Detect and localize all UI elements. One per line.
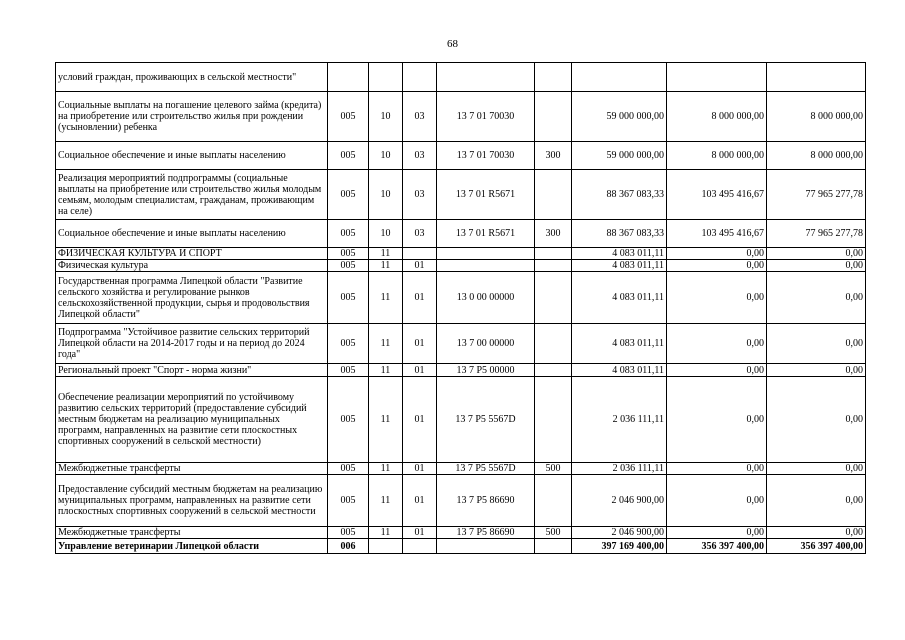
cell-sum-2022: 59 000 000,00: [572, 142, 667, 170]
cell-rz: 11: [369, 260, 403, 272]
table-row: [56, 324, 866, 364]
cell-csr: 13 7 01 R5671: [437, 170, 535, 220]
budget-table: [55, 62, 866, 554]
cell-rz: [369, 539, 403, 554]
cell-vr: [535, 63, 572, 92]
cell-sum-2024: 0,00: [767, 377, 866, 463]
cell-sum-2023: 8 000 000,00: [667, 92, 767, 142]
cell-pr: 03: [403, 92, 437, 142]
cell-ved: 005: [328, 92, 369, 142]
table-row: [56, 364, 866, 377]
cell-pr: 03: [403, 142, 437, 170]
cell-csr: 13 7 01 70030: [437, 142, 535, 170]
cell-pr: 01: [403, 324, 437, 364]
cell-vr: [535, 92, 572, 142]
cell-ved: 005: [328, 527, 369, 539]
cell-sum-2023: 0,00: [667, 475, 767, 527]
cell-pr: 01: [403, 260, 437, 272]
row-name: условий граждан, проживающих в сельской местности": [56, 63, 328, 92]
cell-sum-2023: 0,00: [667, 248, 767, 260]
table-row: [56, 377, 866, 463]
cell-sum-2022: 4 083 011,11: [572, 272, 667, 324]
row-name: Управление ветеринарии Липецкой области: [56, 539, 328, 554]
row-name: Подпрограмма "Устойчивое развитие сельских территорий Липецкой области на 2014-2017 годы и на период до 2024 года": [56, 324, 328, 364]
cell-sum-2022: 4 083 011,11: [572, 364, 667, 377]
cell-sum-2024: 77 965 277,78: [767, 220, 866, 248]
cell-pr: [403, 539, 437, 554]
cell-ved: 005: [328, 260, 369, 272]
cell-rz: 10: [369, 220, 403, 248]
cell-sum-2022: 88 367 083,33: [572, 170, 667, 220]
cell-sum-2023: 0,00: [667, 463, 767, 475]
cell-vr: [535, 260, 572, 272]
cell-csr: 13 7 P5 86690: [437, 475, 535, 527]
table-body: [56, 63, 866, 554]
cell-vr: 300: [535, 220, 572, 248]
cell-rz: 10: [369, 170, 403, 220]
cell-rz: 10: [369, 92, 403, 142]
row-name: Социальное обеспечение и иные выплаты населению: [56, 220, 328, 248]
cell-csr: 13 7 P5 00000: [437, 364, 535, 377]
cell-rz: 11: [369, 272, 403, 324]
cell-sum-2024: 0,00: [767, 248, 866, 260]
cell-sum-2024: 0,00: [767, 324, 866, 364]
cell-pr: 01: [403, 463, 437, 475]
cell-rz: 11: [369, 463, 403, 475]
cell-pr: 03: [403, 220, 437, 248]
cell-vr: 300: [535, 142, 572, 170]
cell-sum-2022: 4 083 011,11: [572, 260, 667, 272]
cell-sum-2024: 77 965 277,78: [767, 170, 866, 220]
cell-sum-2023: 8 000 000,00: [667, 142, 767, 170]
cell-csr: 13 7 P5 86690: [437, 527, 535, 539]
row-name: Предоставление субсидий местным бюджетам на реализацию муниципальных программ, направленных на развитие сети плоскостных спортивных сооружений в сельской местности: [56, 475, 328, 527]
row-name: Реализация мероприятий подпрограммы (социальные выплаты на приобретение или строительство жилья молодым семьям, молодым специалистам, гражданам, проживающим на селе): [56, 170, 328, 220]
cell-pr: [403, 248, 437, 260]
cell-sum-2022: 4 083 011,11: [572, 248, 667, 260]
cell-csr: 13 0 00 00000: [437, 272, 535, 324]
cell-pr: 01: [403, 475, 437, 527]
row-name: Региональный проект "Спорт - норма жизни": [56, 364, 328, 377]
cell-csr: 13 7 P5 5567D: [437, 463, 535, 475]
cell-sum-2024: 0,00: [767, 463, 866, 475]
cell-ved: 005: [328, 475, 369, 527]
cell-vr: [535, 324, 572, 364]
cell-sum-2024: 0,00: [767, 272, 866, 324]
cell-rz: 11: [369, 364, 403, 377]
row-name: Физическая культура: [56, 260, 328, 272]
cell-sum-2024: 8 000 000,00: [767, 92, 866, 142]
cell-csr: 13 7 01 R5671: [437, 220, 535, 248]
cell-sum-2023: [667, 63, 767, 92]
cell-csr: 13 7 P5 5567D: [437, 377, 535, 463]
row-name: Социальное обеспечение и иные выплаты населению: [56, 142, 328, 170]
cell-vr: [535, 475, 572, 527]
row-name: Социальные выплаты на погашение целевого займа (кредита) на приобретение или строительство жилья при рождении (усыновлении) ребенка: [56, 92, 328, 142]
cell-ved: [328, 63, 369, 92]
cell-sum-2024: [767, 63, 866, 92]
cell-sum-2023: 0,00: [667, 324, 767, 364]
row-name: Государственная программа Липецкой области "Развитие сельского хозяйства и регулирование рынков сельскохозяйственной продукции, сырья и продовольствия Липецкой области": [56, 272, 328, 324]
cell-pr: 03: [403, 170, 437, 220]
cell-sum-2023: 103 495 416,67: [667, 170, 767, 220]
table-row: [56, 248, 866, 260]
cell-sum-2024: 0,00: [767, 260, 866, 272]
cell-vr: [535, 272, 572, 324]
table-row: [56, 92, 866, 142]
cell-sum-2022: 4 083 011,11: [572, 324, 667, 364]
cell-csr: 13 7 01 70030: [437, 92, 535, 142]
cell-vr: [535, 539, 572, 554]
cell-ved: 005: [328, 272, 369, 324]
cell-sum-2022: 397 169 400,00: [572, 539, 667, 554]
cell-ved: 005: [328, 324, 369, 364]
cell-ved: 005: [328, 463, 369, 475]
cell-ved: 005: [328, 220, 369, 248]
cell-vr: 500: [535, 463, 572, 475]
row-name: Обеспечение реализации мероприятий по устойчивому развитию сельских территорий (предоставление субсидий местным бюджетам на реализацию муниципальных программ, направленных на развитие сети плоскостных спортивных сооружений в сельской местности): [56, 377, 328, 463]
cell-sum-2024: 0,00: [767, 527, 866, 539]
cell-rz: 11: [369, 527, 403, 539]
row-name: Межбюджетные трансферты: [56, 463, 328, 475]
cell-sum-2024: 8 000 000,00: [767, 142, 866, 170]
cell-ved: 005: [328, 377, 369, 463]
table-row: [56, 220, 866, 248]
table-row: [56, 475, 866, 527]
cell-csr: [437, 539, 535, 554]
cell-rz: 11: [369, 475, 403, 527]
cell-sum-2024: 0,00: [767, 364, 866, 377]
table-row: [56, 63, 866, 92]
cell-sum-2022: 88 367 083,33: [572, 220, 667, 248]
cell-rz: 11: [369, 248, 403, 260]
cell-pr: 01: [403, 364, 437, 377]
cell-ved: 006: [328, 539, 369, 554]
cell-ved: 005: [328, 364, 369, 377]
cell-vr: [535, 364, 572, 377]
cell-pr: [403, 63, 437, 92]
cell-sum-2023: 356 397 400,00: [667, 539, 767, 554]
cell-csr: [437, 248, 535, 260]
cell-sum-2022: 2 046 900,00: [572, 475, 667, 527]
cell-sum-2022: 2 036 111,11: [572, 377, 667, 463]
table-row: [56, 527, 866, 539]
cell-sum-2023: 0,00: [667, 272, 767, 324]
cell-sum-2024: 356 397 400,00: [767, 539, 866, 554]
row-name: Межбюджетные трансферты: [56, 527, 328, 539]
cell-ved: 005: [328, 248, 369, 260]
cell-vr: [535, 377, 572, 463]
cell-sum-2022: 2 046 900,00: [572, 527, 667, 539]
cell-csr: [437, 63, 535, 92]
cell-sum-2023: 0,00: [667, 364, 767, 377]
cell-pr: 01: [403, 527, 437, 539]
cell-pr: 01: [403, 377, 437, 463]
table-row: [56, 260, 866, 272]
table-row: [56, 272, 866, 324]
cell-vr: 500: [535, 527, 572, 539]
cell-sum-2024: 0,00: [767, 475, 866, 527]
cell-sum-2022: [572, 63, 667, 92]
cell-pr: 01: [403, 272, 437, 324]
cell-sum-2023: 0,00: [667, 260, 767, 272]
cell-sum-2023: 0,00: [667, 527, 767, 539]
table-row: [56, 170, 866, 220]
cell-rz: 11: [369, 377, 403, 463]
cell-csr: [437, 260, 535, 272]
cell-sum-2022: 2 036 111,11: [572, 463, 667, 475]
row-name: ФИЗИЧЕСКАЯ КУЛЬТУРА И СПОРТ: [56, 248, 328, 260]
cell-ved: 005: [328, 170, 369, 220]
cell-sum-2023: 103 495 416,67: [667, 220, 767, 248]
table-row: [56, 142, 866, 170]
page-number: 68: [447, 38, 458, 50]
cell-csr: 13 7 00 00000: [437, 324, 535, 364]
table-row: [56, 539, 866, 554]
cell-vr: [535, 170, 572, 220]
cell-rz: 11: [369, 324, 403, 364]
cell-vr: [535, 248, 572, 260]
cell-ved: 005: [328, 142, 369, 170]
cell-rz: [369, 63, 403, 92]
cell-sum-2022: 59 000 000,00: [572, 92, 667, 142]
cell-sum-2023: 0,00: [667, 377, 767, 463]
table-row: [56, 463, 866, 475]
cell-rz: 10: [369, 142, 403, 170]
